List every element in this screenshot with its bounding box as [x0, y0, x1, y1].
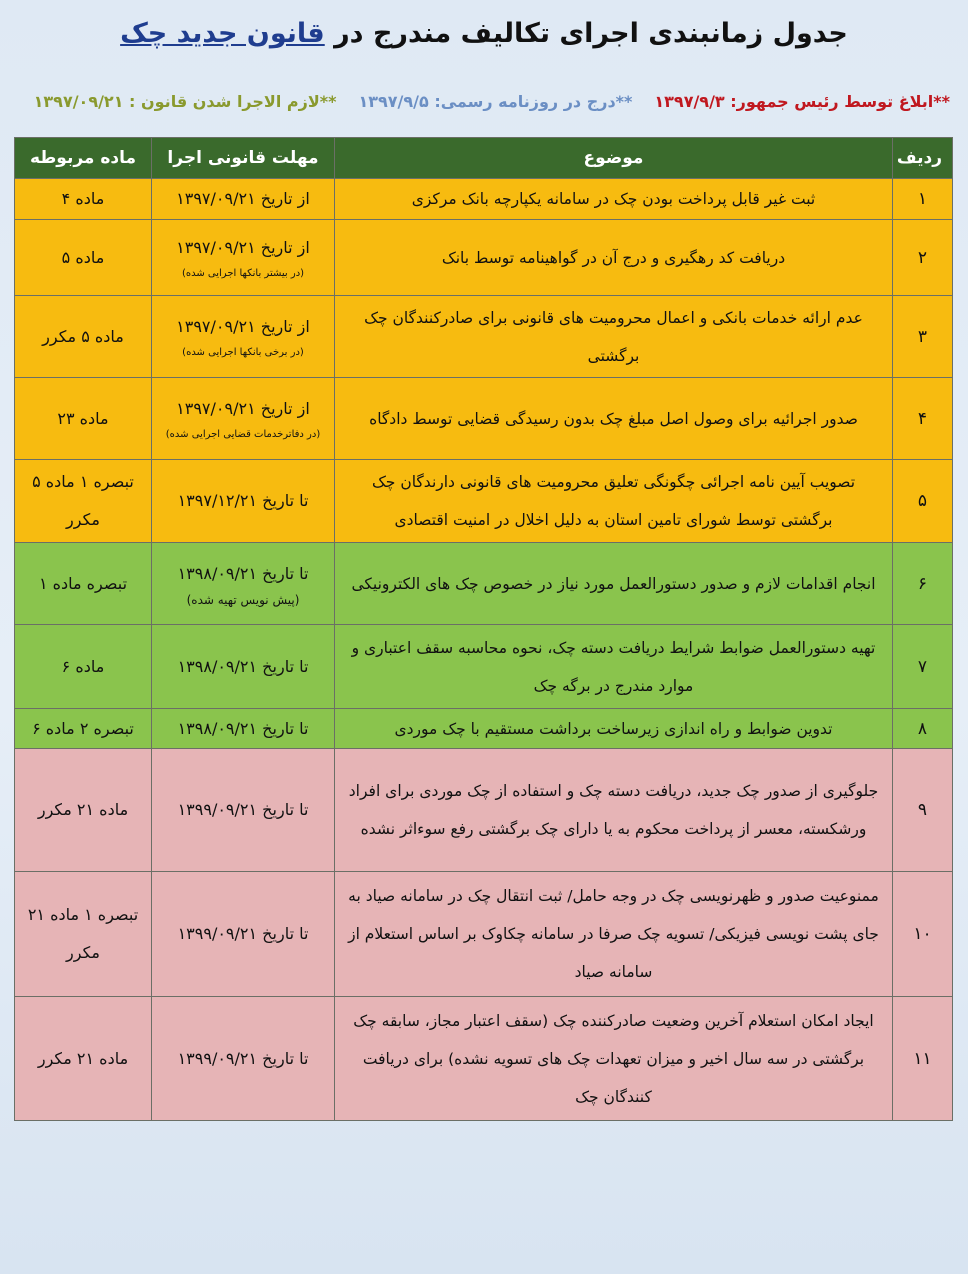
- title-highlight: قانون جدید چک: [120, 18, 325, 49]
- row-number: ۹: [893, 749, 953, 872]
- header-subject: موضوع: [335, 138, 893, 179]
- deadline-text: از تاریخ ۱۳۹۷/۰۹/۲۱: [176, 189, 310, 208]
- table-row: [15, 220, 953, 296]
- row-number: ۵: [893, 460, 953, 543]
- row-subject: تهیه دستورالعمل ضوابط شرایط دریافت دسته چک، نحوه محاسبه سقف اعتباری و موارد مندرج در برگه چک: [335, 625, 893, 709]
- row-deadline: [152, 997, 335, 1121]
- row-number: ۷: [893, 625, 953, 709]
- row-deadline: [152, 543, 335, 625]
- row-article: ماده ۵ مکرر: [15, 296, 152, 378]
- row-subject: جلوگیری از صدور چک جدید، دریافت دسته چک و استفاده از چک موردی برای افراد ورشکسته، معسر از پرداخت محکوم به یا دارای چک برگشتی رفع سوءاثر نشده: [335, 749, 893, 872]
- row-number: ۴: [893, 378, 953, 460]
- publication-date: **درج در روزنامه رسمی: ۱۳۹۷/۹/۵: [358, 91, 633, 111]
- table-row: [15, 872, 953, 997]
- table-row: [15, 997, 953, 1121]
- header-article: ماده مربوطه: [15, 138, 152, 179]
- deadline-text: از تاریخ ۱۳۹۷/۰۹/۲۱: [176, 398, 310, 418]
- row-article: ماده ۶: [15, 625, 152, 709]
- enforcement-date: **لازم الاجرا شدن قانون : ۱۳۹۷/۰۹/۲۱: [33, 91, 337, 111]
- row-number: ۱۱: [893, 997, 953, 1121]
- row-deadline: [152, 179, 335, 220]
- row-subject: صدور اجرائیه برای وصول اصل مبلغ چک بدون رسیدگی قضایی توسط دادگاه: [335, 378, 893, 460]
- deadline-text: تا تاریخ ۱۳۹۹/۰۹/۲۱: [177, 924, 309, 943]
- info-line: [10, 86, 950, 116]
- row-subject: تصویب آیین نامه اجرائی چگونگی تعلیق محرومیت های قانونی دارندگان چک برگشتی توسط شورای تامین استان به دلیل اخلال در امنیت اقتصادی: [335, 460, 893, 543]
- row-deadline: [152, 296, 335, 378]
- row-number: ۱۰: [893, 872, 953, 997]
- header-deadline: مهلت قانونی اجرا: [152, 138, 335, 179]
- deadline-text: تا تاریخ ۱۳۹۸/۰۹/۲۱: [177, 656, 309, 676]
- deadline-text: تا تاریخ ۱۳۹۸/۰۹/۲۱: [177, 563, 309, 583]
- row-number: ۸: [893, 709, 953, 749]
- row-subject: عدم ارائه خدمات بانکی و اعمال محرومیت های قانونی برای صادرکنندگان چک برگشتی: [335, 296, 893, 378]
- row-subject: ایجاد امکان استعلام آخرین وضعیت صادرکننده چک (سقف اعتبار مجاز، سابقه چک برگشتی در سه سال اخیر و میزان تعهدات چک های تسویه نشده) برای دریافت کنندگان چک: [335, 997, 893, 1121]
- row-subject: دریافت کد رهگیری و درج آن در گواهینامه توسط بانک: [335, 220, 893, 296]
- deadline-note: (در بیشتر بانکها اجرایی شده): [181, 267, 305, 279]
- table-row: [15, 179, 953, 220]
- row-article: ماده ۴: [15, 179, 152, 220]
- table-row: [15, 625, 953, 709]
- row-number: ۱: [893, 179, 953, 220]
- table-row: [15, 296, 953, 378]
- row-subject: ثبت غیر قابل پرداخت بودن چک در سامانه یکپارچه بانک مرکزی: [335, 179, 893, 220]
- row-article: تبصره ۲ ماده ۶: [15, 709, 152, 749]
- table-row: [15, 460, 953, 543]
- row-number: ۶: [893, 543, 953, 625]
- deadline-text: از تاریخ ۱۳۹۷/۰۹/۲۱: [176, 316, 310, 336]
- row-article: تبصره ۱ ماده ۲۱ مکرر: [15, 872, 152, 997]
- deadline-text: تا تاریخ ۱۳۹۷/۱۲/۲۱: [177, 491, 309, 510]
- row-subject: تدوین ضوابط و راه اندازی زیرساخت برداشت مستقیم با چک موردی: [335, 709, 893, 749]
- row-deadline: [152, 378, 335, 460]
- header-row-no: ردیف: [893, 138, 953, 179]
- row-subject: انجام اقدامات لازم و صدور دستورالعمل مورد نیاز در خصوص چک های الکترونیکی: [335, 543, 893, 625]
- row-deadline: [152, 872, 335, 997]
- row-number: ۳: [893, 296, 953, 378]
- row-deadline: [152, 220, 335, 296]
- row-article: تبصره ۱ ماده ۵ مکرر: [15, 460, 152, 543]
- table-row: [15, 543, 953, 625]
- row-number: ۲: [893, 220, 953, 296]
- row-article: ماده ۲۱ مکرر: [15, 997, 152, 1121]
- table-row: [15, 378, 953, 460]
- table-row: [15, 709, 953, 749]
- page-title: [0, 18, 968, 62]
- row-deadline: [152, 460, 335, 543]
- table-header-row: [15, 138, 953, 179]
- row-article: ماده ۲۱ مکرر: [15, 749, 152, 872]
- row-article: ماده ۵: [15, 220, 152, 296]
- row-deadline: [152, 709, 335, 749]
- deadline-text: از تاریخ ۱۳۹۷/۰۹/۲۱: [176, 237, 310, 257]
- table-row: [15, 749, 953, 872]
- deadline-text: تا تاریخ ۱۳۹۹/۰۹/۲۱: [177, 1048, 309, 1068]
- row-article: ماده ۲۳: [15, 378, 152, 460]
- row-subject: ممنوعیت صدور و ظهرنویسی چک در وجه حامل/ ثبت انتقال چک در سامانه صیاد به جای پشت نویسی فیزیکی/ تسویه چک صرفا در سامانه چکاوک بر اساس استعلام از سامانه صیاد: [335, 872, 893, 997]
- row-article: تبصره ماده ۱: [15, 543, 152, 625]
- schedule-table: [14, 137, 953, 1121]
- row-deadline: [152, 749, 335, 872]
- announcement-date: **ابلاغ توسط رئیس جمهور: ۱۳۹۷/۹/۳: [654, 91, 950, 111]
- deadline-note: (در برخی بانکها اجرایی شده): [182, 346, 304, 358]
- title-prefix: جدول زمانبندی اجرای تکالیف مندرج در: [334, 18, 848, 49]
- deadline-note: (پیش نویس تهیه شده): [186, 592, 300, 607]
- deadline-text: تا تاریخ ۱۳۹۹/۰۹/۲۱: [177, 800, 309, 819]
- row-deadline: [152, 625, 335, 709]
- deadline-text: تا تاریخ ۱۳۹۸/۰۹/۲۱: [177, 718, 309, 738]
- deadline-note: (در دفاترخدمات قضایی اجرایی شده): [165, 428, 321, 440]
